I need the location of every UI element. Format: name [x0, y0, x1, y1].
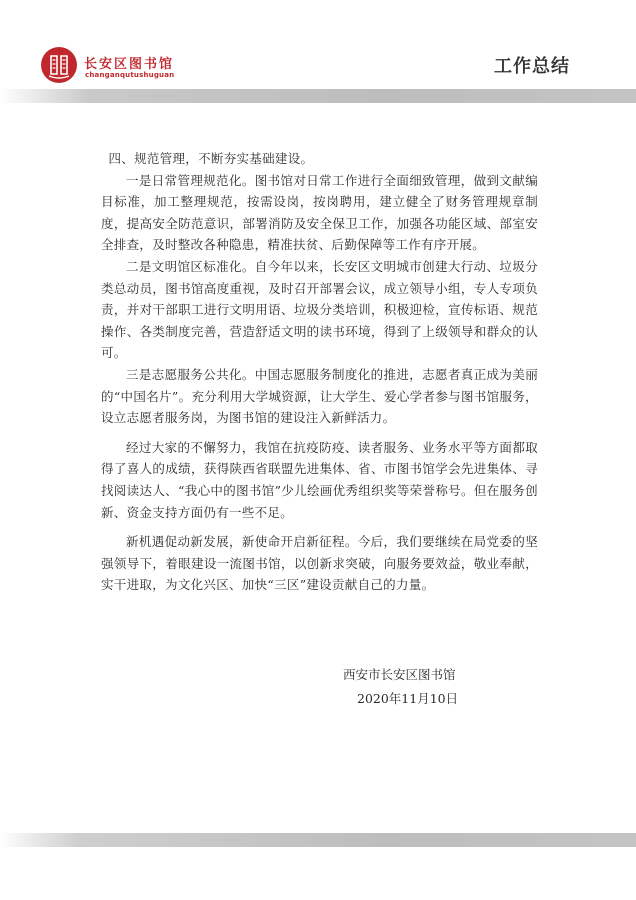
paragraph-management: 一是日常管理规范化。图书馆对日常工作进行全面细致管理，做到文献编目标准，加工整理规范，按需设岗，按岗聘用，建立健全了财务管理规章制度，提高安全防范意识，部署消防及安全保卫工作，加强各功能区域、部室安全排查，及时整改各种隐患，精准扶贫、后勤保障等工作有序开展。 [101, 172, 538, 253]
signature-organization: 西安市长安区图书馆 [343, 667, 456, 682]
signature-date: 2020年11月10日 [357, 691, 459, 706]
document-body [101, 148, 538, 596]
paragraph-outlook: 新机遇促动新发展，新使命开启新征程。今后，我们要继续在局党委的坚强领导下，着眼建设一流图书馆，以创新求突破，向服务要效益，敬业奉献，实干进取，为文化兴区、加快“三区”建设贡献自己的力量。 [101, 534, 538, 593]
brand-name: 长安区图书馆 [84, 57, 175, 72]
paragraph-volunteer: 三是志愿服务公共化。中国志愿服务制度化的推进，志愿者真正成为美丽的“中国名片”。充分利用大学城资源，让大学生、爱心学者参与图书馆服务，设立志愿者服务岗，为图书馆的建设注入新鲜活力。 [101, 366, 538, 426]
paragraph-achievements: 经过大家的不懈努力，我馆在抗疫防疫、读者服务、业务水平等方面都取得了喜人的成绩，获得陕西省联盟先进集体、省、市图书馆学会先进集体、寻找阅读达人、“我心中的图书馆”少儿绘画优秀组织奖等荣誉称号。但在服务创新、资金支持方面仍有一些不足。 [101, 439, 538, 520]
section-heading: 四、规范管理，不断夯实基础建设。 [108, 151, 314, 166]
header-divider-bar [0, 89, 636, 103]
paragraph-civilization: 二是文明馆区标准化。自今年以来，长安区文明城市创建大行动、垃圾分类总动员，图书馆高度重视，及时召开部署会议，成立领导小组，专人专项负责，并对干部职工进行文明用语、垃圾分类培训，积极迎检，宣传标语、规范操作、各类制度完善，营造舒适文明的读书环境，得到了上级领导和群众的认可。 [101, 258, 538, 361]
document-title: 工作总结 [494, 56, 570, 77]
brand-pinyin: changanqutushuguan [85, 71, 175, 79]
page-header [0, 0, 636, 104]
footer-divider-bar [0, 833, 636, 847]
library-seal-icon [40, 46, 78, 84]
